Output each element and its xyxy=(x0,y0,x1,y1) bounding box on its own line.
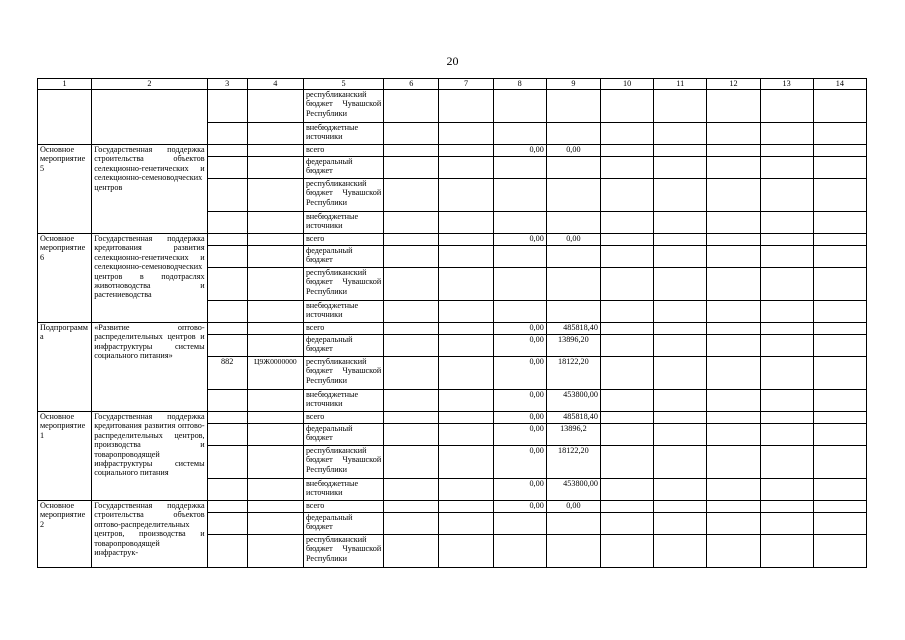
header-cell: 10 xyxy=(600,79,653,90)
value-cell: 13896,2 xyxy=(546,424,600,446)
table-row xyxy=(38,234,867,246)
source-cell: республиканский бюджет Чувашской Республики xyxy=(303,446,383,479)
source-cell: всего xyxy=(303,234,383,246)
event-name-cell: Основное мероприятие 5 xyxy=(38,145,92,234)
value-cell: 485818,40 xyxy=(546,323,600,335)
header-cell: 12 xyxy=(707,79,760,90)
value-cell: 13896,20 xyxy=(546,335,600,357)
source-cell: всего xyxy=(303,323,383,335)
source-cell: всего xyxy=(303,145,383,157)
header-cell: 3 xyxy=(207,79,247,90)
header-cell: 14 xyxy=(813,79,866,90)
table-row xyxy=(38,412,867,424)
source-cell: всего xyxy=(303,501,383,513)
value-cell: 485818,40 xyxy=(546,412,600,424)
value-cell: 453800,00 xyxy=(546,479,600,501)
value-cell: 0,00 xyxy=(546,501,600,513)
source-cell: федеральный бюджет xyxy=(303,335,383,357)
header-cell: 4 xyxy=(247,79,303,90)
header-cell: 1 xyxy=(38,79,92,90)
value-cell: 0,00 xyxy=(493,479,546,501)
page-number: 20 xyxy=(446,54,459,68)
event-name-cell: Основное мероприятие 6 xyxy=(38,234,92,323)
source-cell: республиканский бюджет Чувашской Республики xyxy=(303,179,383,212)
header-cell: 8 xyxy=(493,79,546,90)
header-cell: 9 xyxy=(546,79,600,90)
event-desc-cell: Государственная поддержка строительства объектов селекционно-генетических и селекционно-семеноводческих центров xyxy=(92,145,207,234)
cont-desc-cell xyxy=(92,90,207,145)
source-cell: республиканский бюджет Чувашской Республики xyxy=(303,268,383,301)
event-desc-cell: Государственная поддержка строительства объектов оптово-распределительных центров, производства и товаропроводящей инфраструк- xyxy=(92,501,207,568)
value-cell: 0,00 xyxy=(493,145,546,157)
table-row xyxy=(38,90,867,123)
source-cell: внебюджетные источники xyxy=(303,123,383,145)
event-desc-cell: «Развитие оптово-распределительных центров и инфраструктуры системы социального питания» xyxy=(92,323,207,412)
source-cell: внебюджетные источники xyxy=(303,301,383,323)
code-cell: 882 xyxy=(207,357,247,390)
value-cell: 0,00 xyxy=(493,323,546,335)
event-name-cell: Основное мероприятие 1 xyxy=(38,412,92,501)
value-cell: 0,00 xyxy=(493,390,546,412)
header-row xyxy=(38,79,867,90)
cont-name-cell xyxy=(38,90,92,145)
value-cell: 0,00 xyxy=(493,335,546,357)
source-cell: федеральный бюджет xyxy=(303,157,383,179)
value-cell: 0,00 xyxy=(546,145,600,157)
value-cell: 453800,00 xyxy=(546,390,600,412)
event-desc-cell: Государственная поддержка кредитования развития селекционно-генетических и селекционно-семеноводческих центров в подотраслях животноводства и растениеводства xyxy=(92,234,207,323)
header-cell: 2 xyxy=(92,79,207,90)
value-cell: 0,00 xyxy=(493,501,546,513)
header-cell: 13 xyxy=(760,79,813,90)
value-cell: 0,00 xyxy=(493,412,546,424)
event-desc-cell: Государственная поддержка кредитования развития оптово-распределительных центров, производства и товаропроводящей инфраструктуры системы социального питания xyxy=(92,412,207,501)
source-cell: федеральный бюджет xyxy=(303,246,383,268)
event-name-cell: Основное мероприятие 2 xyxy=(38,501,92,568)
source-cell: федеральный бюджет xyxy=(303,513,383,535)
event-name-cell: Подпрограмма xyxy=(38,323,92,412)
header-cell: 5 xyxy=(303,79,383,90)
value-cell: 0,00 xyxy=(493,234,546,246)
source-cell: республиканский бюджет Чувашской Республики xyxy=(303,535,383,568)
table-row xyxy=(38,501,867,513)
code-cell: Ц9Ж0000000 xyxy=(247,357,303,390)
source-cell: федеральный бюджет xyxy=(303,424,383,446)
source-cell: республиканский бюджет Чувашской Республики xyxy=(303,357,383,390)
value-cell: 0,00 xyxy=(493,424,546,446)
table-row xyxy=(38,145,867,157)
source-cell: внебюджетные источники xyxy=(303,390,383,412)
budget-table xyxy=(37,78,867,568)
source-cell: республиканский бюджет Чувашской Республики xyxy=(303,90,383,123)
value-cell: 0,00 xyxy=(493,446,546,479)
source-cell: всего xyxy=(303,412,383,424)
header-cell: 6 xyxy=(384,79,439,90)
header-cell: 11 xyxy=(654,79,707,90)
value-cell: 18122,20 xyxy=(546,357,600,390)
source-cell: внебюджетные источники xyxy=(303,479,383,501)
value-cell: 18122,20 xyxy=(546,446,600,479)
source-cell: внебюджетные источники xyxy=(303,212,383,234)
value-cell: 0,00 xyxy=(546,234,600,246)
value-cell: 0,00 xyxy=(493,357,546,390)
table-row xyxy=(38,323,867,335)
header-cell: 7 xyxy=(439,79,493,90)
